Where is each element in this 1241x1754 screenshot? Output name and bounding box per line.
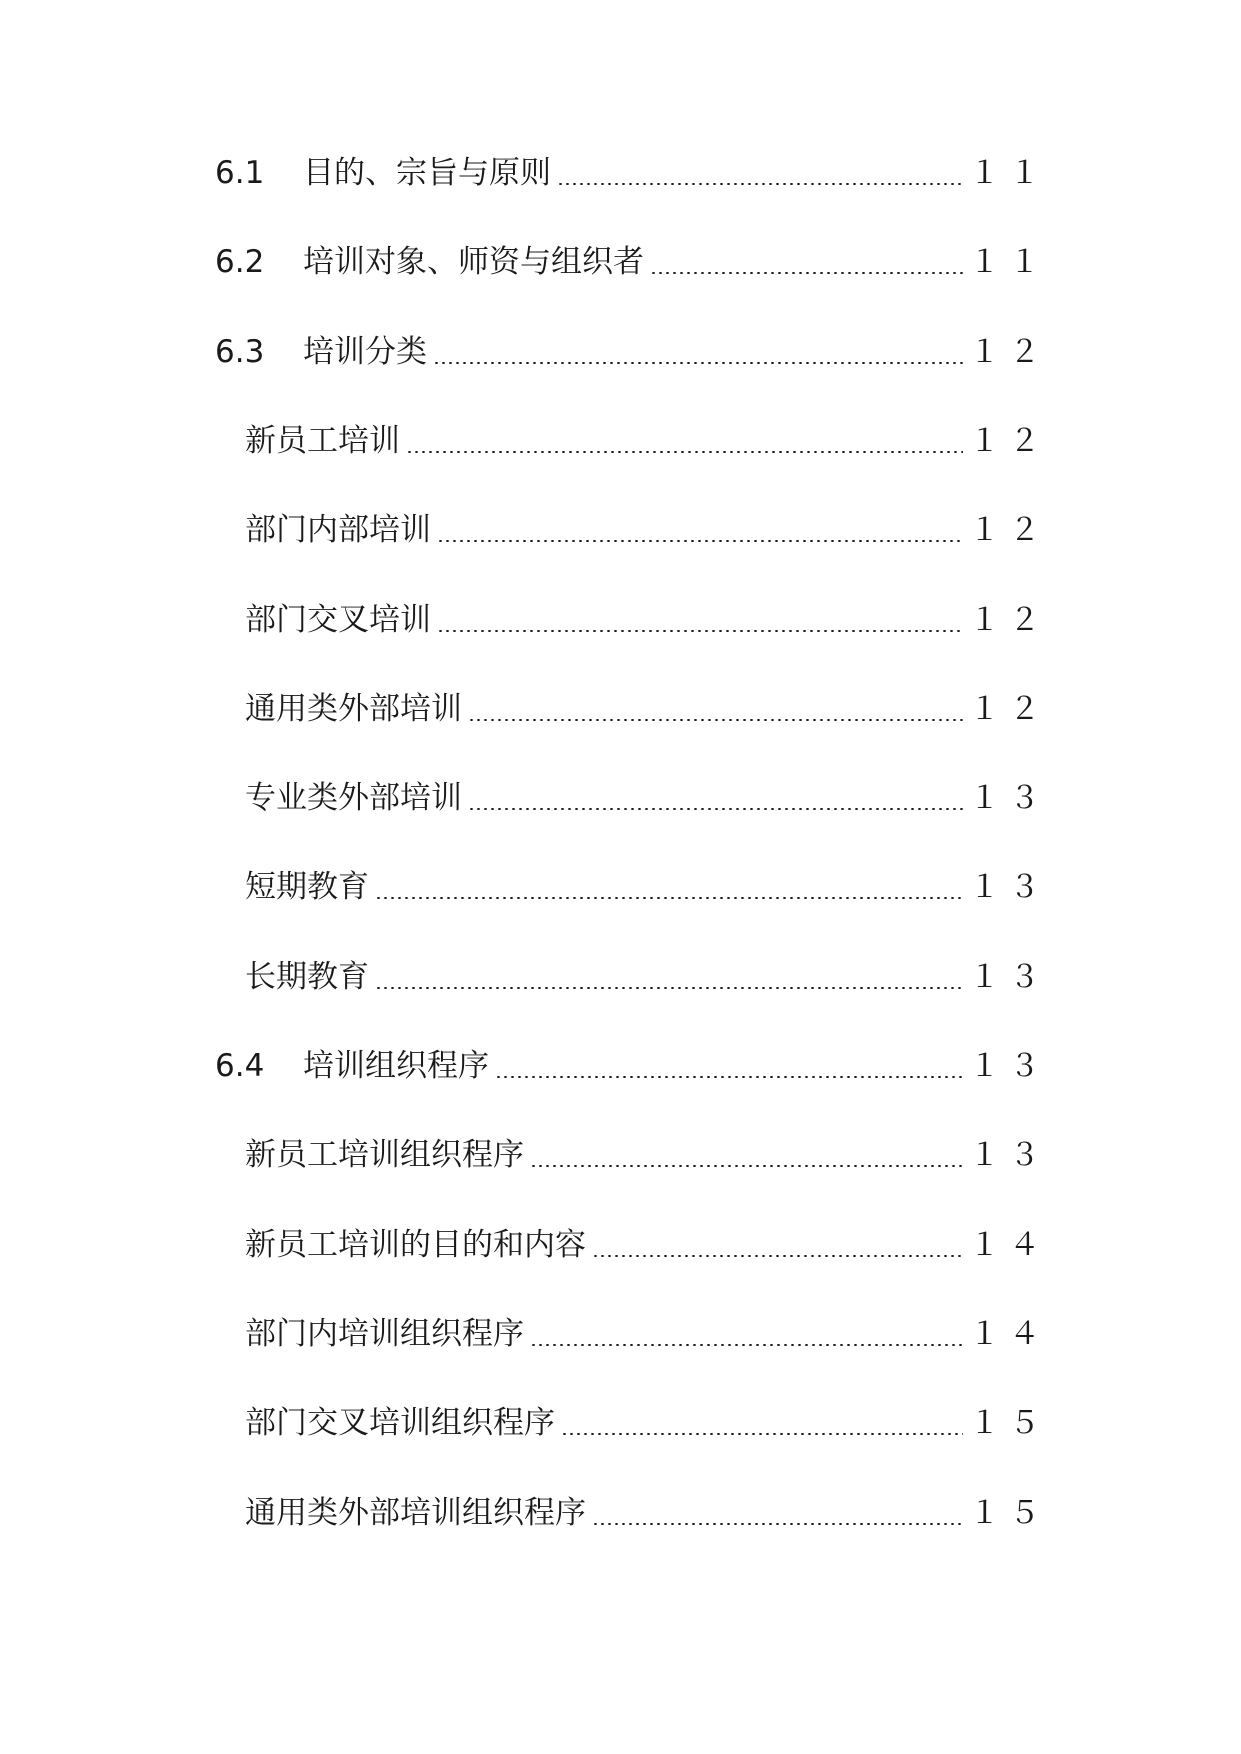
dot-leader [557, 183, 963, 185]
toc-entry-title: 新员工培训 [245, 423, 400, 459]
toc-entry[interactable] [215, 327, 1049, 377]
toc-entry-number: 6.4 [215, 1048, 265, 1084]
toc-entry-page-number: １２ [969, 691, 1049, 727]
toc-entry-number: 6.3 [215, 334, 265, 370]
toc-entry-page-number: １２ [969, 334, 1049, 370]
dot-leader [530, 1165, 963, 1167]
toc-entry-page-number: １２ [969, 512, 1049, 548]
dot-leader [468, 808, 963, 810]
toc-entry[interactable] [245, 952, 1049, 1002]
toc-entry-title: 培训对象、师资与组织者 [303, 244, 644, 280]
toc-entry-page-number: １２ [969, 423, 1049, 459]
toc-entry[interactable] [215, 237, 1049, 287]
toc-entry-title: 目的、宗旨与原则 [303, 155, 551, 191]
toc-entry-page-number: １３ [969, 959, 1049, 995]
dot-leader [561, 1433, 963, 1435]
toc-entry[interactable] [245, 1309, 1049, 1359]
toc-entry-number: 6.2 [215, 244, 265, 280]
dot-leader [375, 897, 963, 899]
toc-entry-page-number: １２ [969, 602, 1049, 638]
dot-leader [437, 630, 963, 632]
dot-leader [650, 272, 963, 274]
toc-entry-page-number: １３ [969, 1137, 1049, 1173]
dot-leader [592, 1255, 963, 1257]
toc-entry-title: 长期教育 [245, 959, 369, 995]
toc-entry-title: 培训分类 [303, 334, 427, 370]
toc-entry[interactable] [245, 684, 1049, 734]
toc-entry-title: 短期教育 [245, 869, 369, 905]
toc-entry[interactable] [215, 148, 1049, 198]
toc-entry[interactable] [245, 773, 1049, 823]
dot-leader [433, 362, 963, 364]
toc-entry-page-number: １５ [969, 1495, 1049, 1531]
toc-entry[interactable] [245, 1130, 1049, 1180]
dot-leader [406, 451, 963, 453]
toc-entry-page-number: １３ [969, 780, 1049, 816]
toc-entry-page-number: １４ [969, 1227, 1049, 1263]
dot-leader [530, 1344, 963, 1346]
dot-leader [468, 719, 963, 721]
dot-leader [592, 1523, 963, 1525]
dot-leader [437, 540, 963, 542]
toc-entry[interactable] [245, 416, 1049, 466]
toc-entry[interactable] [245, 1488, 1049, 1538]
toc-entry-title: 部门交叉培训组织程序 [245, 1405, 555, 1441]
toc-entry-page-number: １５ [969, 1405, 1049, 1441]
toc-entry[interactable] [245, 595, 1049, 645]
toc-entry-page-number: １１ [969, 244, 1049, 280]
toc-entry-page-number: １１ [969, 155, 1049, 191]
dot-leader [495, 1076, 963, 1078]
toc-entry-title: 新员工培训组织程序 [245, 1137, 524, 1173]
toc-entry-title: 培训组织程序 [303, 1048, 489, 1084]
toc-entry-title: 部门内培训组织程序 [245, 1316, 524, 1352]
toc-entry[interactable] [245, 862, 1049, 912]
toc-entry-page-number: １３ [969, 1048, 1049, 1084]
toc-entry-page-number: １４ [969, 1316, 1049, 1352]
toc-entry-title: 部门内部培训 [245, 512, 431, 548]
toc-entry-title: 新员工培训的目的和内容 [245, 1227, 586, 1263]
toc-entry-title: 通用类外部培训 [245, 691, 462, 727]
toc-entry-number: 6.1 [215, 155, 265, 191]
dot-leader [375, 987, 963, 989]
toc-entry[interactable] [245, 1398, 1049, 1448]
toc-entry[interactable] [245, 1220, 1049, 1270]
toc-entry[interactable] [215, 1041, 1049, 1091]
toc-entry-title: 通用类外部培训组织程序 [245, 1495, 586, 1531]
toc-entry-title: 部门交叉培训 [245, 602, 431, 638]
toc-entry-page-number: １３ [969, 869, 1049, 905]
toc-entry-title: 专业类外部培训 [245, 780, 462, 816]
toc-entry[interactable] [245, 505, 1049, 555]
